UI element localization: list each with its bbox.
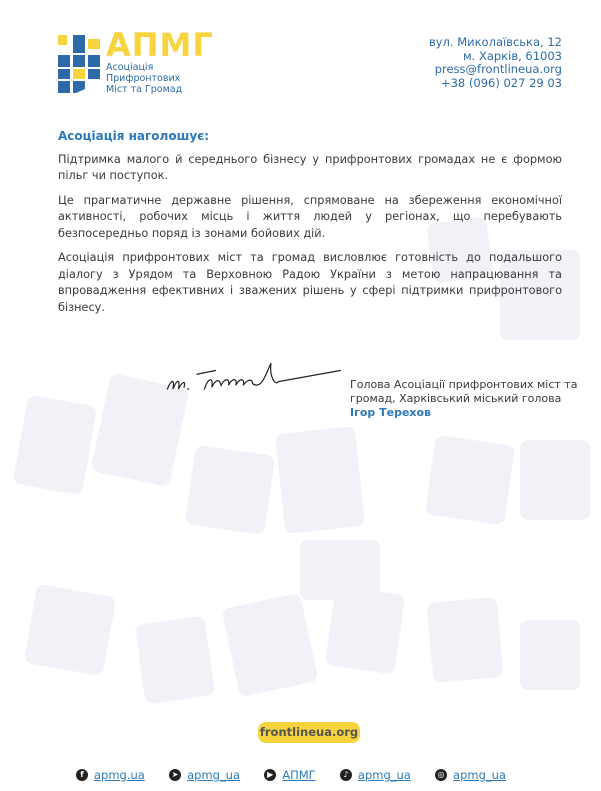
social-links bbox=[76, 768, 506, 782]
youtube-icon: ▶ bbox=[264, 769, 276, 781]
logo-subtitle bbox=[106, 62, 182, 95]
address-street: вул. Миколаївська, 12 bbox=[428, 35, 562, 49]
section-heading: Асоціація наголошує: bbox=[58, 129, 210, 143]
logo-subtitle-line: Міст та Громад bbox=[106, 84, 183, 95]
instagram-icon: ◎ bbox=[435, 769, 447, 781]
signatory-name: Ігор Терехов bbox=[350, 406, 432, 419]
paragraph: Асоціація прифронтових міст та громад висловлює готовність до подальшого діалогу з Урядом та Верховною Радою України з метою напрацювання та впровадження ефективних і зважених рішень у сфері підтримки прифронтового бізнесу. bbox=[58, 251, 562, 314]
social-youtube[interactable] bbox=[264, 768, 315, 782]
logo-subtitle-line: Прифронтових bbox=[106, 73, 181, 84]
paragraph: Це прагматичне державне рішення, спрямоване на збереження економічної активності, робочих місць і життя людей у регіонах, що перебувають безпосередньо поряд із зонами бойових дій. bbox=[58, 193, 562, 240]
social-link-label[interactable]: apmg.ua bbox=[94, 768, 145, 782]
logo-subtitle-line: Асоціація bbox=[106, 62, 154, 73]
logo-title: АПМГ bbox=[106, 26, 214, 64]
social-telegram[interactable] bbox=[169, 768, 240, 782]
letter-body bbox=[58, 128, 562, 324]
logo-mark-icon bbox=[58, 35, 100, 93]
social-link-label[interactable]: АПМГ bbox=[282, 768, 316, 782]
phone-number: +38 (096) 027 29 03 bbox=[440, 75, 562, 90]
tiktok-icon: ♪ bbox=[340, 769, 352, 781]
social-facebook[interactable] bbox=[76, 768, 145, 782]
social-link-label[interactable]: apmg_ua bbox=[187, 768, 240, 782]
signatory-position: громад, Харківський міський голова bbox=[350, 392, 562, 405]
paragraph: Підтримка малого й середнього бізнесу у прифронтових громадах не є формою пільг чи поступок. bbox=[58, 152, 562, 182]
website-link[interactable]: frontlineua.org bbox=[258, 722, 360, 743]
social-link-label[interactable]: apmg_ua bbox=[453, 768, 506, 782]
handwritten-signature bbox=[160, 352, 345, 402]
social-instagram[interactable] bbox=[435, 768, 506, 782]
facebook-icon: f bbox=[76, 769, 88, 781]
address-city: м. Харків, 61003 bbox=[462, 48, 562, 63]
email-link[interactable]: press@frontlineua.org bbox=[434, 62, 562, 76]
signatory-block bbox=[350, 378, 577, 420]
signatory-position: Голова Асоціації прифронтових міст та bbox=[350, 378, 578, 391]
social-tiktok[interactable] bbox=[340, 768, 411, 782]
social-link-label[interactable]: apmg_ua bbox=[357, 768, 411, 782]
telegram-icon: ➤ bbox=[169, 769, 181, 781]
contact-block bbox=[429, 36, 562, 90]
